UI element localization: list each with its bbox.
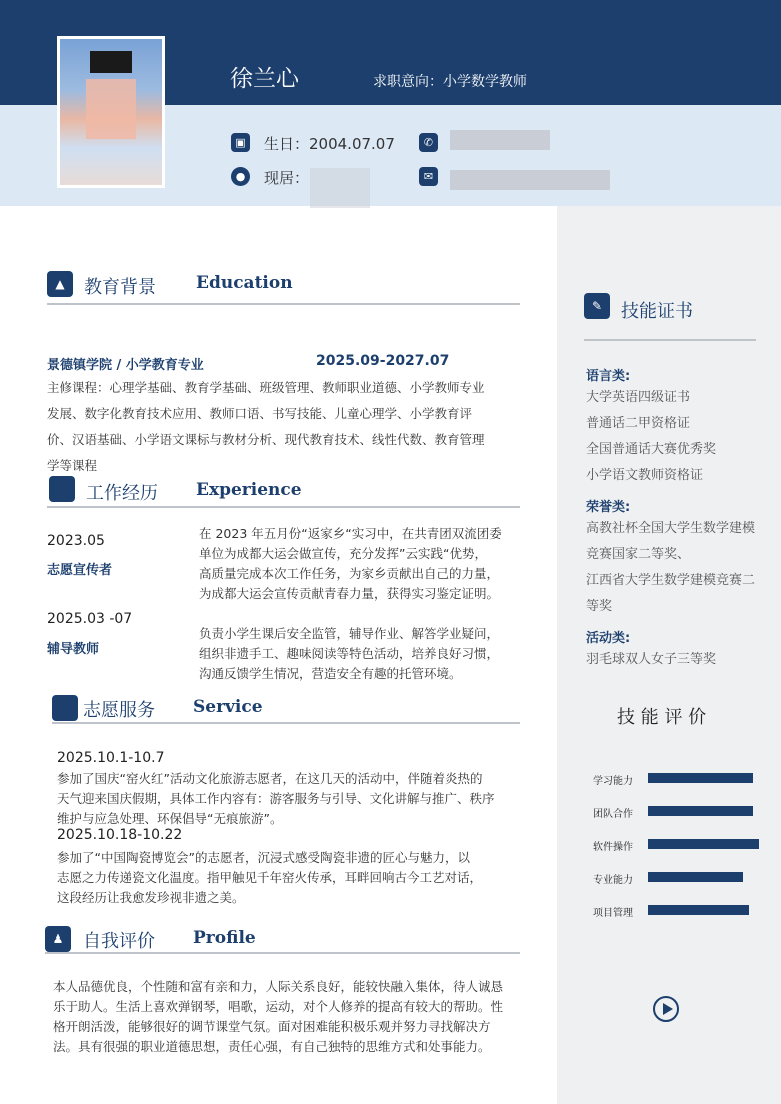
honor-list	[586, 516, 755, 620]
certificate-icon: ✎	[584, 293, 610, 319]
person-icon: ♟	[45, 926, 71, 952]
cert-divider	[584, 339, 756, 341]
photo-face	[86, 79, 136, 139]
work-line: 沟通反馈学生情况，营造安全有趣的托管环境。	[199, 666, 462, 681]
graduation-cap-icon: ▲	[47, 271, 73, 297]
work-line: 单位为成都大运会做宣传，充分发挥”云实践“优势，	[199, 546, 487, 561]
cert-item: 小学语文教师资格证	[586, 468, 704, 483]
profile-photo	[57, 36, 165, 188]
courses-line: 发展、数字化教育技术应用、教师口语、书写技能、儿童心理学、小学教育评	[47, 406, 473, 421]
profile-line: 格开朗活泼，能够很好的调节课堂气氛。面对困难能积极乐观并努力寻找解决方	[53, 1019, 491, 1034]
work-divider	[47, 506, 520, 508]
skill-label: 团队合作	[593, 809, 633, 820]
heart-icon	[52, 695, 78, 721]
activity-category: 活动类:	[586, 631, 631, 646]
service-divider	[52, 722, 520, 724]
phone-redacted	[450, 130, 550, 150]
skill-label: 学习能力	[593, 776, 633, 787]
service-title-en: Service	[193, 697, 263, 717]
honor-item: 竞赛国家二等奖、	[586, 547, 691, 562]
work-title: 工作经历	[86, 483, 158, 504]
service-line: 这段经历让我愈发珍视非遗之美。	[57, 890, 245, 905]
work-line: 高质量完成本次工作任务，为家乡贡献出自己的力量，	[199, 566, 500, 581]
skill-bar	[648, 872, 743, 882]
cert-item: 全国普通话大赛优秀奖	[586, 442, 717, 457]
profile-divider	[45, 952, 520, 954]
cert-item: 大学英语四级证书	[586, 390, 691, 405]
courses-line: 价、汉语基础、小学语文课标与教材分析、现代教育技术、线性代数、教育管理	[47, 432, 485, 447]
service-line: 维护与应急处理、环保倡导“无痕旅游”。	[57, 811, 283, 826]
honor-item: 江西省大学生数学建模竞赛二	[586, 573, 756, 588]
birth-date: 生日：2004.07.07	[264, 135, 395, 153]
service-line: 参加了国庆“窑火红”活动文化旅游志愿者，在这几天的活动中，伴随着炎热的	[57, 771, 483, 786]
work-line: 负责小学生课后安全监管，辅导作业、解答学业疑问，	[199, 626, 500, 641]
briefcase-icon	[49, 476, 75, 502]
service-description	[57, 848, 547, 908]
activity-item: 羽毛球双人女子三等奖	[586, 652, 717, 667]
skill-bar	[648, 806, 753, 816]
courses-line: 学等课程	[47, 458, 98, 473]
work-role: 志愿宣传者	[47, 563, 113, 578]
email-icon: ✉	[419, 167, 438, 186]
activity-list	[586, 647, 716, 673]
service-date: 2025.10.18-10.22	[57, 827, 183, 843]
work-date: 2025.03 -07	[47, 611, 133, 627]
calendar-icon: ▣	[231, 133, 250, 152]
service-line: 参加了“中国陶瓷博览会”的志愿者，沉浸式感受陶瓷非遗的匠心与魅力，以	[57, 850, 470, 865]
residence-redacted	[310, 168, 370, 208]
education-divider	[47, 303, 520, 305]
profile-text	[53, 977, 548, 1057]
candidate-name: 徐兰心	[230, 66, 299, 92]
cert-item: 普通话二甲资格证	[586, 416, 691, 431]
honor-item: 等奖	[586, 599, 613, 614]
skill-eval-title: 技 能 评 价	[617, 707, 707, 728]
job-intent: 求职意向：小学数学教师	[373, 74, 527, 90]
work-description	[199, 624, 539, 684]
email-redacted	[450, 170, 610, 190]
work-description	[199, 524, 539, 604]
residence: 现居：	[264, 169, 310, 187]
service-line: 天气迎来国庆假期，具体工作内容有：游客服务与引导、文化讲解与推广、秩序	[57, 791, 495, 806]
education-title-en: Education	[196, 273, 293, 293]
profile-title-en: Profile	[193, 928, 256, 948]
play-icon[interactable]	[653, 996, 679, 1022]
education-title: 教育背景	[84, 277, 156, 298]
skill-bar	[648, 773, 753, 783]
phone-icon: ✆	[419, 133, 438, 152]
courses	[47, 375, 537, 479]
education-period: 2025.09-2027.07	[316, 353, 450, 369]
profile-line: 本人品德优良，个性随和富有亲和力，人际关系良好，能较快融入集体，待人诚恳	[53, 979, 504, 994]
service-title: 志愿服务	[83, 700, 155, 721]
profile-line: 乐于助人。生活上喜欢弹钢琴，唱歌，运动，对个人修养的提高有较大的帮助。性	[53, 999, 504, 1014]
profile-title: 自我评价	[83, 931, 155, 952]
work-line: 组织非遗手工、趣味阅读等特色活动，培养良好习惯，	[199, 646, 500, 661]
language-category: 语言类:	[586, 369, 631, 384]
work-title-en: Experience	[196, 480, 302, 500]
courses-line: 主修课程：心理学基础、教育学基础、班级管理、教师职业道德、小学教师专业	[47, 380, 485, 395]
service-description	[57, 769, 547, 829]
honor-category: 荣誉类:	[586, 500, 631, 515]
skill-bar	[648, 839, 759, 849]
skill-label: 软件操作	[593, 842, 633, 853]
honor-item: 高教社杯全国大学生数学建模	[586, 521, 756, 536]
service-date: 2025.10.1-10.7	[57, 750, 165, 766]
work-line: 为成都大运会宣传贡献青春力量，获得实习鉴定证明。	[199, 586, 500, 601]
language-list	[586, 385, 716, 489]
skill-label: 专业能力	[593, 875, 633, 886]
cert-title: 技能证书	[621, 301, 693, 322]
work-role: 辅导教师	[47, 642, 100, 657]
skill-bar	[648, 905, 749, 915]
work-date: 2023.05	[47, 533, 105, 549]
location-icon: ●	[231, 167, 250, 186]
work-line: 在 2023 年五月份“返家乡“实习中，在共青团双流团委	[199, 526, 502, 541]
skill-label: 项目管理	[593, 908, 633, 919]
service-line: 志愿之力传递瓷文化温度。指甲触见千年窑火传承，耳畔回响古今工艺对话，	[57, 870, 483, 885]
photo-hair	[90, 51, 132, 73]
school-major: 景德镇学院 / 小学教育专业	[47, 358, 204, 373]
profile-line: 法。具有很强的职业道德思想，责任心强，有自己独特的思维方式和处事能力。	[53, 1039, 491, 1054]
